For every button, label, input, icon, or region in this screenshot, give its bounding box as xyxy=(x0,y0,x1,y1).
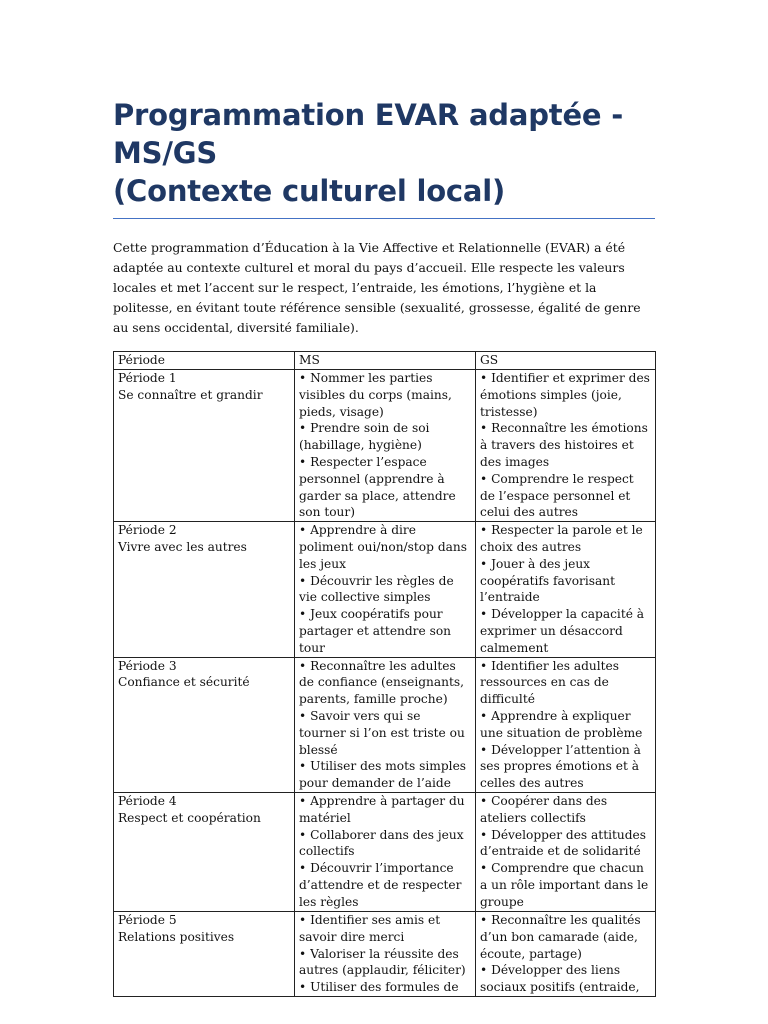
period-label: Période 5 xyxy=(118,912,177,927)
gs-cell xyxy=(476,370,656,522)
period-cell xyxy=(114,370,295,522)
title-line-2: (Contexte culturel local) xyxy=(113,174,506,208)
table-row xyxy=(114,522,656,657)
gs-item: • Reconnaître les qualités d’un bon camarade (aide, écoute, partage) xyxy=(480,912,641,961)
gs-cell xyxy=(476,522,656,657)
ms-cell xyxy=(295,911,476,996)
gs-item: • Identifier les adultes ressources en cas de difficulté xyxy=(480,658,619,707)
ms-item: • Identifier ses amis et savoir dire merci xyxy=(299,912,441,944)
period-label: Période 1 xyxy=(118,371,177,385)
table-row xyxy=(114,370,656,522)
gs-item: • Comprendre que chacun a un rôle important dans le groupe xyxy=(480,861,649,909)
period-label: Période 3 xyxy=(118,658,177,673)
ms-item: • Apprendre à partager du matériel xyxy=(299,793,465,825)
ms-item: • Respecter l’espace personnel (apprendre à garder sa place, attendre son tour) xyxy=(299,454,456,520)
gs-item: • Développer la capacité à exprimer un désaccord calmement xyxy=(480,607,645,655)
intro-paragraph: Cette programmation d’Éducation à la Vie Affective et Relationnelle (EVAR) a été adaptée au contexte culturel et moral du pays d’accueil. Elle respecte les valeurs locales et met l’accent sur le respect, l’entraide, les émotions, l’hygiène et la politesse, en évitant toute référence sensible (sexualité, grossesse, égalité de genre au sens occidental, diversité familiale). xyxy=(113,240,641,335)
gs-item: • Développer l’attention à ses propres émotions et à celles des autres xyxy=(480,742,641,791)
ms-item: • Reconnaître les adultes de confiance (enseignants, parents, famille proche) xyxy=(299,658,465,707)
table-row xyxy=(114,792,656,911)
period-cell xyxy=(114,657,295,792)
period-theme: Vivre avec les autres xyxy=(118,539,247,554)
ms-item: • Jeux coopératifs pour partager et attendre son tour xyxy=(299,607,452,655)
gs-item: • Développer des attitudes d’entraide et de solidarité xyxy=(480,827,647,859)
period-theme: Relations positives xyxy=(118,929,235,944)
ms-item: • Découvrir l’importance d’attendre et de respecter les règles xyxy=(299,861,462,909)
gs-item: • Identifier et exprimer des émotions simples (joie, tristesse) xyxy=(480,371,650,419)
ms-cell xyxy=(295,657,476,792)
gs-item: • Comprendre le respect de l’espace personnel et celui des autres xyxy=(480,471,634,520)
period-cell xyxy=(114,792,295,911)
gs-cell xyxy=(476,792,656,911)
document-title xyxy=(113,96,655,219)
period-theme: Confiance et sécurité xyxy=(118,675,250,690)
ms-item: • Utiliser des mots simples pour demander de l’aide xyxy=(299,759,467,791)
document-page xyxy=(113,96,655,997)
gs-item: • Reconnaître les émotions à travers des histoires et des images xyxy=(480,421,648,469)
title-line-1: Programmation EVAR adaptée - MS/GS xyxy=(113,98,624,170)
ms-item: • Apprendre à dire poliment oui/non/stop dans les jeux xyxy=(299,523,467,571)
header-ms: MS xyxy=(295,352,476,370)
gs-item: • Apprendre à expliquer une situation de problème xyxy=(480,708,643,740)
ms-cell xyxy=(295,792,476,911)
ms-item: • Prendre soin de soi (habillage, hygiène) xyxy=(299,421,430,453)
ms-item: • Nommer les parties visibles du corps (mains, pieds, visage) xyxy=(299,371,452,419)
period-label: Période 4 xyxy=(118,793,177,808)
ms-cell xyxy=(295,522,476,657)
period-theme: Respect et coopération xyxy=(118,810,261,825)
header-period: Période xyxy=(114,352,295,370)
ms-item: • Utiliser des formules de xyxy=(299,980,459,995)
period-label: Période 2 xyxy=(118,523,177,538)
period-theme: Se connaître et grandir xyxy=(118,387,263,402)
period-cell xyxy=(114,522,295,657)
period-cell xyxy=(114,911,295,996)
gs-item: • Coopérer dans des ateliers collectifs xyxy=(480,793,608,825)
gs-cell xyxy=(476,657,656,792)
gs-item: • Respecter la parole et le choix des autres xyxy=(480,523,643,554)
gs-item: • Jouer à des jeux coopératifs favorisant l’entraide xyxy=(480,556,616,605)
table-header-row xyxy=(114,352,656,370)
table-row xyxy=(114,911,656,996)
gs-item: • Développer des liens sociaux positifs (entraide, xyxy=(480,963,640,995)
ms-item: • Savoir vers qui se tourner si l’on est triste ou blessé xyxy=(299,708,465,757)
table-row xyxy=(114,657,656,792)
gs-cell xyxy=(476,911,656,996)
ms-item: • Valoriser la réussite des autres (applaudir, féliciter) xyxy=(299,946,466,978)
ms-item: • Collaborer dans des jeux collectifs xyxy=(299,827,464,859)
program-table xyxy=(113,351,656,997)
ms-item: • Découvrir les règles de vie collective simples xyxy=(299,573,454,605)
header-gs: GS xyxy=(476,352,656,370)
ms-cell xyxy=(295,370,476,522)
